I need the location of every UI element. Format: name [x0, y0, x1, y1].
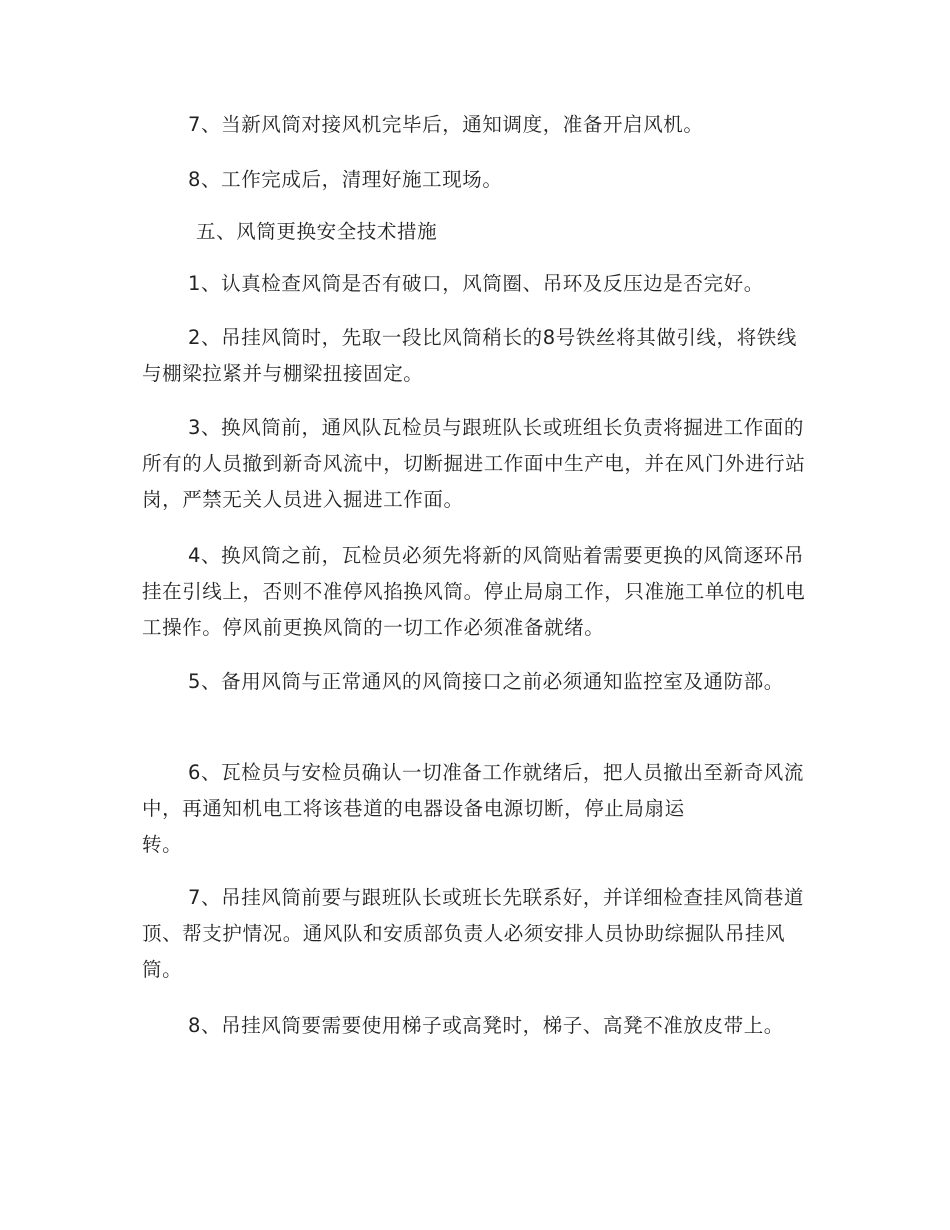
paragraph-measure-6: 6、瓦检员与安检员确认一切准备工作就绪后，把人员撤出至新奇风流中，再通知机电工将该巷道的电器设备电源切断，停止局扇运 转。: [142, 761, 805, 856]
section-heading-safety-measures: 五、风筒更换安全技术措施: [196, 220, 438, 243]
paragraph-measure-1: 1、认真检查风筒是否有破口，风筒圈、吊环及反压边是否完好。: [188, 272, 764, 295]
paragraph-step-8-clean-site: 8、工作完成后，清理好施工现场。: [188, 168, 503, 191]
paragraph-measure-4: 4、换风筒之前，瓦检员必须先将新的风筒贴着需要更换的风筒逐环吊挂在引线上，否则不准停风掐换风筒。停止局扇工作，只准施工单位的机电工操作。停风前更换风筒的一切工作必须准备就绪。: [142, 544, 806, 639]
paragraph-step-7-connect-fan: 7、当新风筒对接风机完毕后，通知调度，准备开启风机。: [188, 113, 704, 136]
paragraph-measure-2: 2、吊挂风筒时，先取一段比风筒稍长的8号铁丝将其做引线，将铁线与棚梁拉紧并与棚梁扭接固定。: [142, 326, 797, 385]
paragraph-measure-7: 7、吊挂风筒前要与跟班队长或班长先联系好，并详细检查挂风筒巷道顶、帮支护情况。通风队和安质部负责人必须安排人员协助综掘队吊挂风筒。: [142, 886, 805, 981]
paragraph-measure-3: 3、换风筒前，通风队瓦检员与跟班队长或班组长负责将掘进工作面的所有的人员撤到新奇风流中，切断掘进工作面中生产电，并在风门外进行站岗，严禁无关人员进入掘进工作面。: [142, 416, 806, 511]
paragraph-measure-5: 5、备用风筒与正常通风的风筒接口之前必须通知监控室及通防部。: [188, 670, 784, 693]
paragraph-measure-8: 8、吊挂风筒要需要使用梯子或高凳时，梯子、高凳不准放皮带上。: [188, 1014, 784, 1037]
